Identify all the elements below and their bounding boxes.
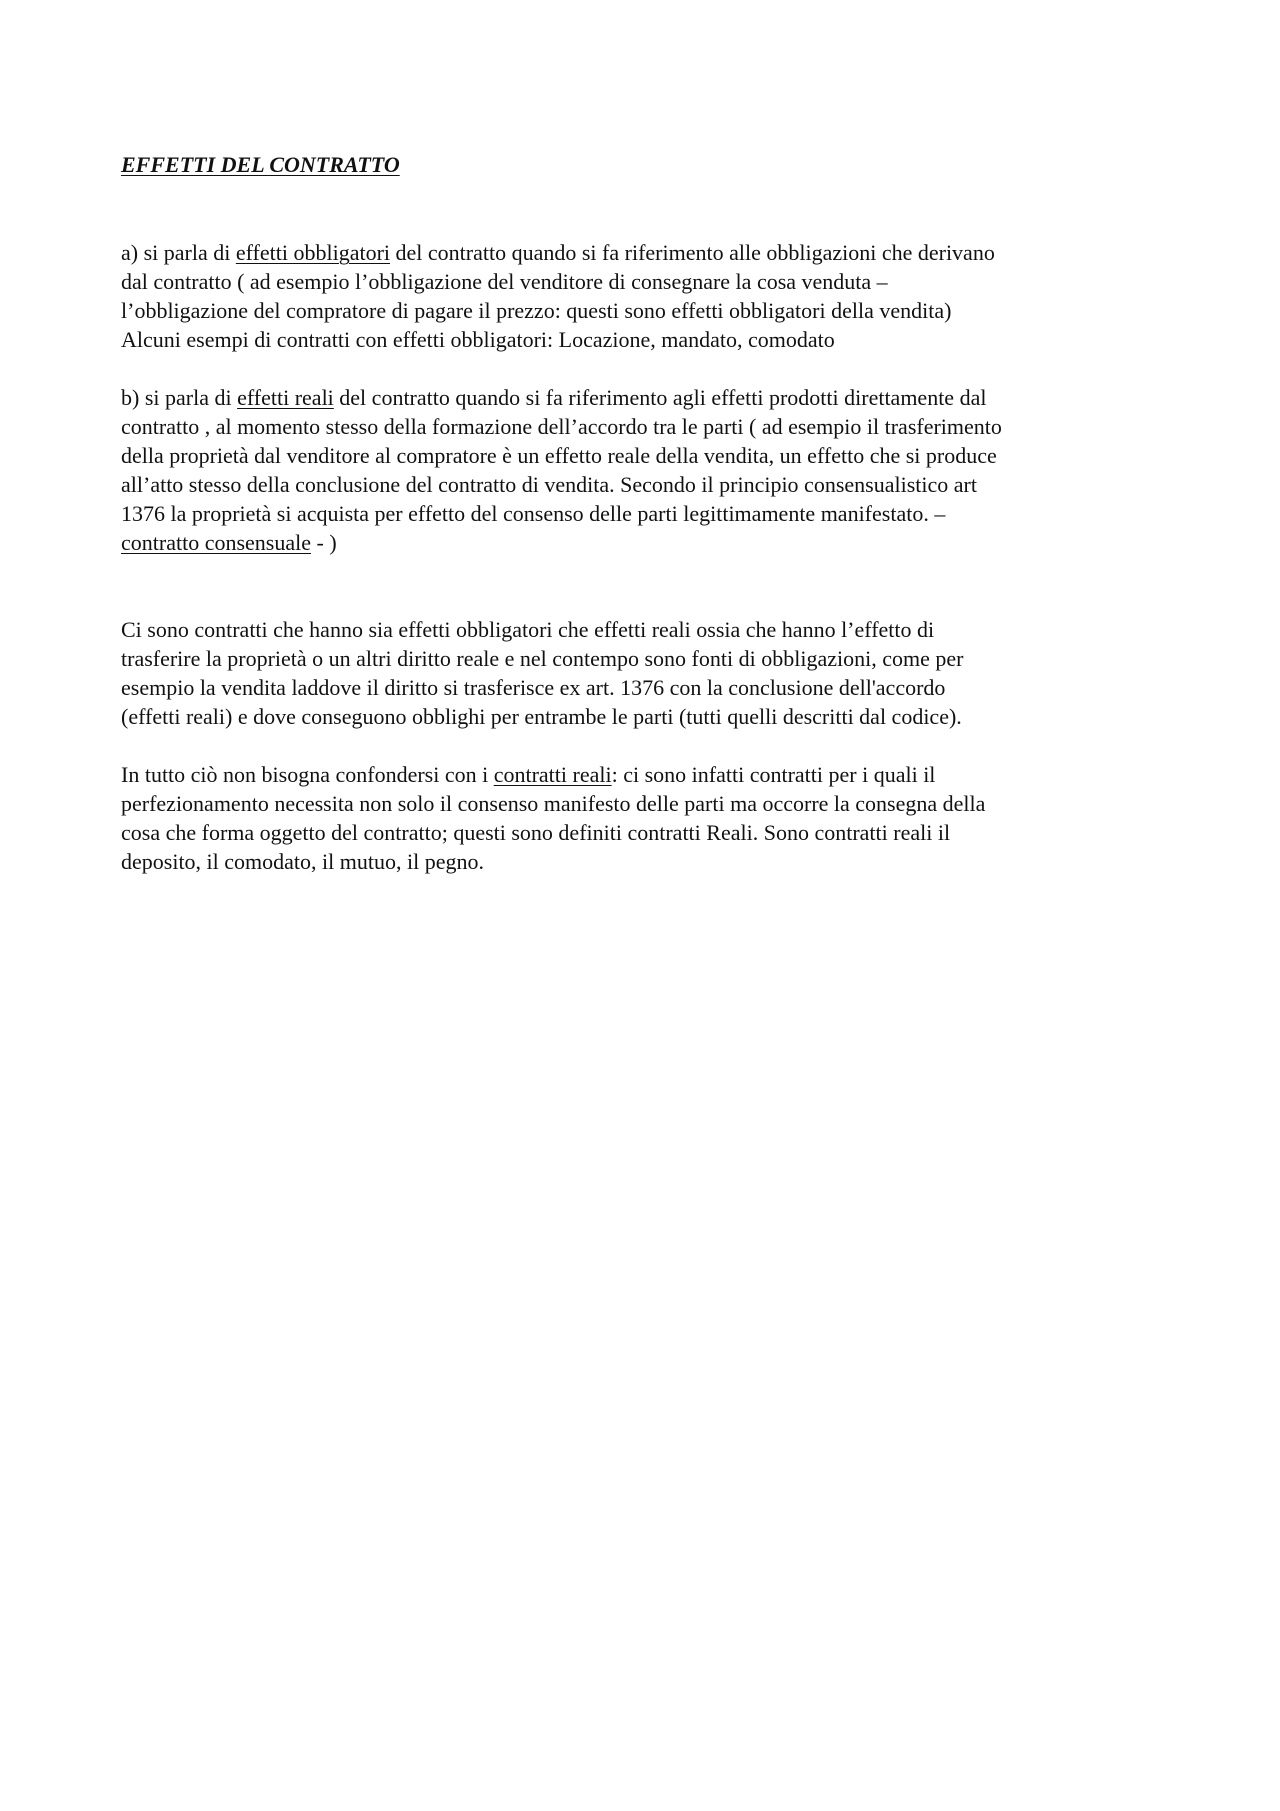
paragraph-contratti-reali <box>121 760 1171 876</box>
text-line <box>121 383 1171 412</box>
text-segment: In tutto ciò non bisogna confondersi con i <box>121 762 494 787</box>
text-line: perfezionamento necessita non solo il consenso manifesto delle parti ma occorre la consegna della <box>121 791 986 816</box>
text-line: dal contratto ( ad esempio l’obbligazione del venditore di consegnare la cosa venduta – <box>121 269 888 294</box>
underlined-term: effetti reali <box>237 385 334 410</box>
text-line <box>121 238 1171 267</box>
text-line: deposito, il comodato, il mutuo, il pegno. <box>121 849 484 874</box>
underlined-term: contratto consensuale <box>121 530 311 555</box>
underlined-term: effetti obbligatori <box>235 240 391 265</box>
text-line: l’obbligazione del compratore di pagare il prezzo: questi sono effetti obbligatori della vendita) <box>121 298 952 323</box>
paragraph-effetti-misti <box>121 615 1171 731</box>
paragraph-effetti-obbligatori <box>121 238 1171 354</box>
text-line: contratto , al momento stesso della formazione dell’accordo tra le parti ( ad esempio il trasferimento <box>121 414 1002 439</box>
text-line: Ci sono contratti che hanno sia effetti obbligatori che effetti reali ossia che hanno l’effetto di <box>121 617 935 642</box>
text-segment: b) si parla di <box>121 385 238 410</box>
text-segment: del contratto quando si fa riferimento agli effetti prodotti direttamente dal <box>333 385 987 410</box>
text-line: (effetti reali) e dove conseguono obblighi per entrambe le parti (tutti quelli descritti dal codice). <box>121 704 962 729</box>
text-line: all’atto stesso della conclusione del contratto di vendita. Secondo il principio consensualistico art <box>121 472 977 497</box>
text-line: trasferire la proprietà o un altri diritto reale e nel contempo sono fonti di obbligazioni, come per <box>121 646 964 671</box>
underlined-term: contratti reali <box>493 762 612 787</box>
text-line: cosa che forma oggetto del contratto; questi sono definiti contratti Reali. Sono contratti reali il <box>121 820 951 845</box>
text-segment: a) si parla di <box>121 240 236 265</box>
document-body <box>121 150 1171 876</box>
text-line <box>121 528 1171 557</box>
text-line: 1376 la proprietà si acquista per effetto del consenso delle parti legittimamente manifestato. – <box>121 501 946 526</box>
text-segment: - ) <box>311 530 337 555</box>
text-segment: : ci sono infatti contratti per i quali il <box>611 762 936 787</box>
document-title: EFFETTI DEL CONTRATTO <box>121 152 400 177</box>
text-line: della proprietà dal venditore al compratore è un effetto reale della vendita, un effetto che si produce <box>121 443 997 468</box>
text-line: esempio la vendita laddove il diritto si trasferisce ex art. 1376 con la conclusione dell'accordo <box>121 675 946 700</box>
paragraph-effetti-reali <box>121 383 1171 557</box>
text-line: Alcuni esempi di contratti con effetti obbligatori: Locazione, mandato, comodato <box>121 327 835 352</box>
text-segment: del contratto quando si fa riferimento alle obbligazioni che derivano <box>390 240 995 265</box>
text-line <box>121 760 1171 789</box>
